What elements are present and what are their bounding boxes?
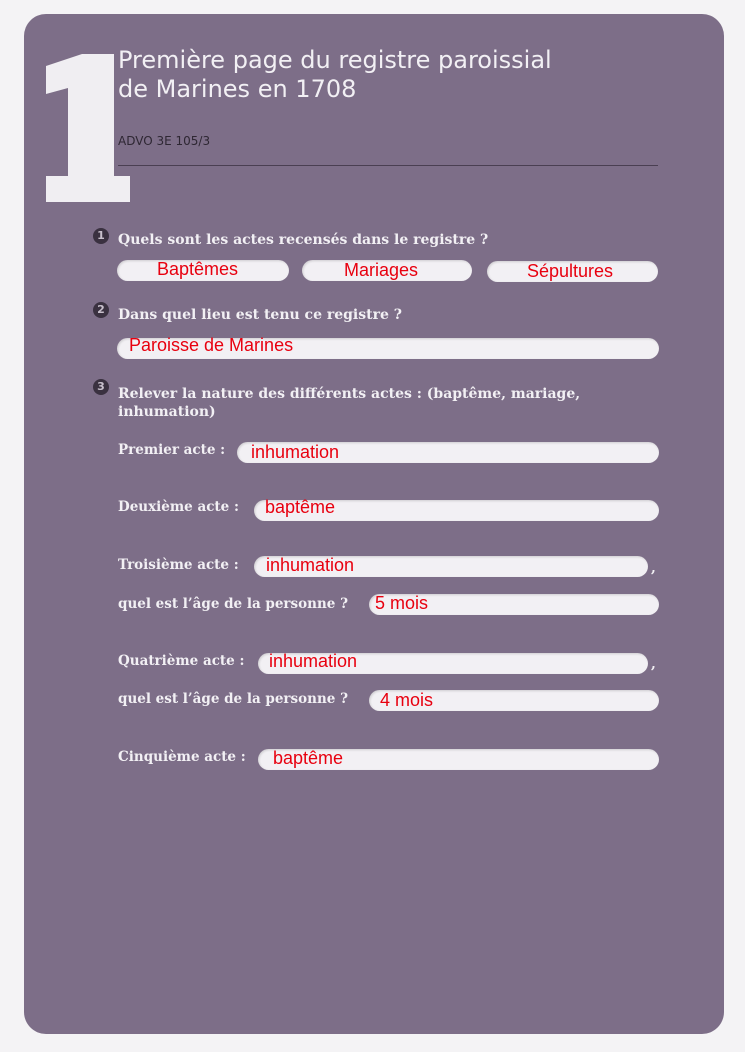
title-line-1: Première page du registre paroissial [118, 46, 552, 74]
act-4-label: Quatrième acte : [118, 653, 245, 669]
question-3-number: 3 [93, 379, 109, 395]
act-3-label: Troisième acte : [118, 557, 239, 573]
act-4-answer: inhumation [269, 651, 358, 671]
act-3-age: 5 mois [375, 593, 429, 613]
act-4-age: 4 mois [380, 690, 434, 710]
act-3-answer: inhumation [266, 555, 355, 575]
act-1-label: Premier acte : [118, 442, 226, 458]
archive-reference: ADVO 3E 105/3 [118, 134, 211, 148]
question-1-number: 1 [93, 228, 109, 244]
q1-answer-2: Mariages [344, 260, 419, 280]
worksheet-card [24, 14, 724, 1034]
question-2-number: 2 [93, 302, 109, 318]
act-3-age-label: quel est l’âge de la personne ? [118, 596, 348, 612]
q1-answer-3: Sépultures [527, 261, 614, 281]
title-line-2: de Marines en 1708 [118, 75, 357, 103]
act-4-age-label: quel est l’âge de la personne ? [118, 691, 348, 707]
act-2-answer: baptême [265, 497, 336, 517]
header-divider [118, 165, 658, 166]
act-3-comma: , [651, 560, 656, 576]
page-title [118, 46, 618, 104]
q2-answer: Paroisse de Marines [129, 335, 294, 355]
act-1-answer: inhumation [251, 442, 340, 462]
act-2-label: Deuxième acte : [118, 499, 239, 515]
act-5-answer: baptême [273, 748, 344, 768]
act-5-label: Cinquième acte : [118, 749, 246, 765]
question-1-text: Quels sont les actes recensés dans le registre ? [118, 232, 489, 248]
question-2-text: Dans quel lieu est tenu ce registre ? [118, 307, 402, 323]
question-3-line-2: inhumation) [118, 404, 216, 420]
q1-answer-1: Baptêmes [157, 259, 239, 279]
question-3-line-1: Relever la nature des différents actes : (baptême, mariage, [118, 386, 581, 402]
act-4-comma: , [651, 656, 656, 672]
